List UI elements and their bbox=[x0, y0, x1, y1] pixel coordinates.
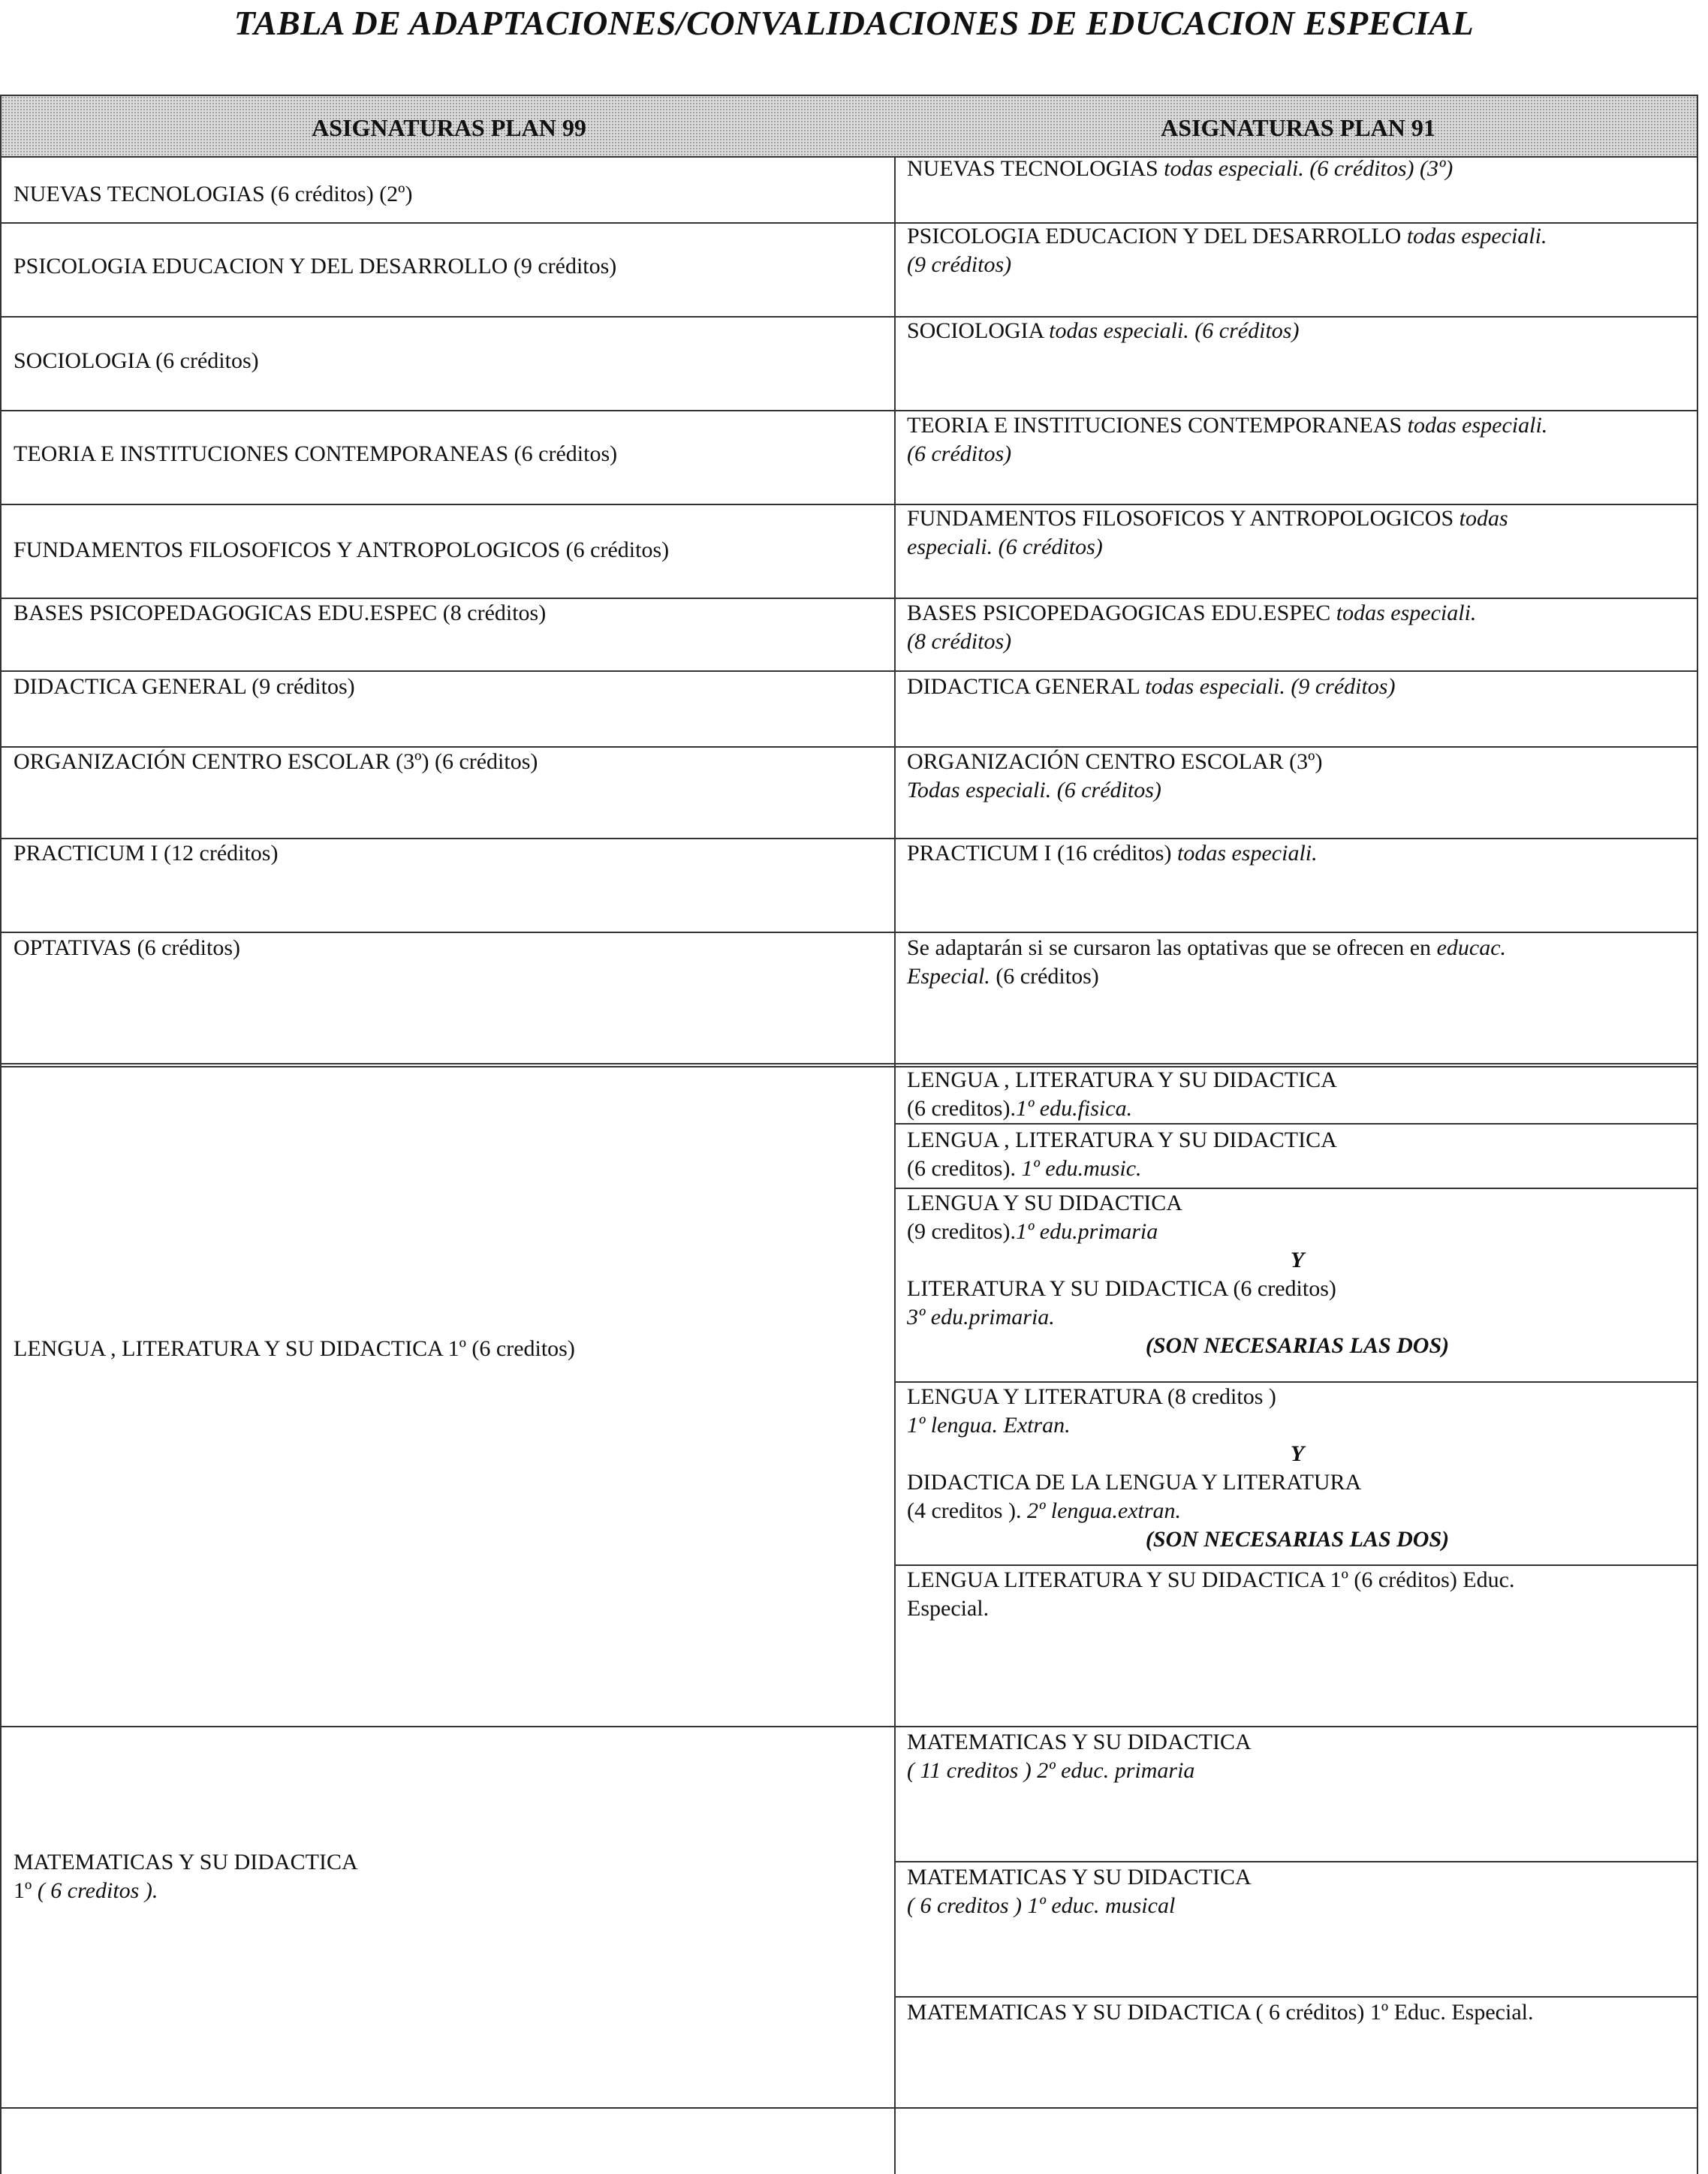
subject-note: 1º edu.fisica. bbox=[1015, 1096, 1133, 1121]
subject-name: LITERATURA Y SU DIDACTICA (6 creditos) bbox=[907, 1276, 1336, 1301]
subject-credits: (9 creditos). bbox=[907, 1219, 1016, 1244]
subject-name: ORGANIZACIÓN CENTRO ESCOLAR (3º) bbox=[907, 749, 1323, 774]
table-cell-plan91 bbox=[907, 599, 1476, 656]
table-cell-plan91 bbox=[907, 504, 1508, 562]
subject-credits: (6 créditos) bbox=[907, 441, 1012, 466]
subject-name: Especial. bbox=[907, 1596, 990, 1621]
page-title: TABLA DE ADAPTACIONES/CONVALIDACIONES DE EDUCACION ESPECIAL bbox=[233, 4, 1475, 42]
subject-name: LENGUA Y SU DIDACTICA bbox=[907, 1191, 1182, 1215]
table-cell-plan91 bbox=[907, 748, 1322, 805]
subject-note: Especial. bbox=[907, 964, 990, 989]
subject-name: Se adaptarán si se cursaron las optativas que se ofrecen en bbox=[907, 935, 1437, 960]
subject-note: todas especiali. bbox=[1336, 601, 1477, 625]
both-required-note: (SON NECESARIAS LAS DOS) bbox=[1145, 1527, 1450, 1552]
table-cell-plan91 bbox=[907, 1863, 1252, 1920]
table-cell-plan99: FUNDAMENTOS FILOSOFICOS Y ANTROPOLOGICOS (6 créditos) bbox=[14, 537, 670, 562]
subject-note: 2º lengua.extran. bbox=[1026, 1498, 1182, 1523]
row-divider bbox=[0, 1063, 1698, 1064]
subject-note: 1º lengua. Extran. bbox=[907, 1413, 1071, 1438]
subject-note: todas bbox=[1459, 506, 1508, 531]
subject-name: FUNDAMENTOS FILOSOFICOS Y ANTROPOLOGICOS bbox=[907, 506, 1459, 531]
subject-credits: Todas especiali. (6 créditos) bbox=[907, 778, 1161, 802]
table-cell-plan99: DIDACTICA GENERAL (9 créditos) bbox=[14, 674, 355, 699]
subject-note: todas especiali. bbox=[1176, 841, 1318, 866]
subject-course: 1º bbox=[14, 1878, 38, 1903]
subject-name: DIDACTICA DE LA LENGUA Y LITERATURA bbox=[907, 1470, 1362, 1495]
table-cell-plan99: PSICOLOGIA EDUCACION Y DEL DESARROLLO (9 créditos) bbox=[14, 254, 617, 279]
table-cell-plan99: TEORIA E INSTITUCIONES CONTEMPORANEAS (6 créditos) bbox=[14, 441, 618, 466]
row-divider bbox=[0, 316, 1698, 318]
row-divider bbox=[0, 1066, 1698, 1067]
subject-note: educac. bbox=[1436, 935, 1507, 960]
subject-name: PRACTICUM I (16 créditos) bbox=[907, 841, 1177, 866]
subject-name: LENGUA LITERATURA Y SU DIDACTICA 1º (6 créditos) Educ. bbox=[907, 1567, 1515, 1592]
subrow-divider bbox=[894, 1123, 1698, 1125]
subject-credits: ( 6 creditos ). bbox=[37, 1878, 158, 1903]
subject-name: BASES PSICOPEDAGOGICAS EDU.ESPEC bbox=[907, 601, 1336, 625]
table-cell-plan99: LENGUA , LITERATURA Y SU DIDACTICA 1º (6 creditos) bbox=[14, 1336, 575, 1361]
table-cell-plan91 bbox=[907, 317, 1299, 345]
table-cell-plan91 bbox=[907, 155, 1453, 183]
subject-note: 1º edu.primaria bbox=[1015, 1219, 1158, 1244]
table-cell-plan99: BASES PSICOPEDAGOGICAS EDU.ESPEC (8 créditos) bbox=[14, 601, 547, 625]
table-cell-plan91 bbox=[907, 1728, 1252, 1785]
table-cell-plan99: SOCIOLOGIA (6 créditos) bbox=[14, 348, 259, 373]
subject-note: ( 6 creditos ) 1º educ. musical bbox=[907, 1893, 1176, 1918]
row-divider bbox=[0, 1726, 1698, 1727]
subject-name: PSICOLOGIA EDUCACION Y DEL DESARROLLO bbox=[907, 224, 1407, 248]
outer-left-border bbox=[0, 156, 2, 2174]
subject-note: 1º edu.music. bbox=[1021, 1156, 1142, 1181]
subject-note: todas especiali. bbox=[1406, 224, 1547, 248]
table-cell-plan91 bbox=[907, 411, 1547, 468]
subrow-divider bbox=[894, 1861, 1698, 1862]
subject-credits: (6 creditos). bbox=[907, 1096, 1016, 1121]
subject-name: MATEMATICAS Y SU DIDACTICA bbox=[907, 1730, 1252, 1754]
table-cell-plan99: ORGANIZACIÓN CENTRO ESCOLAR (3º) (6 créditos) bbox=[14, 749, 538, 774]
table-cell-plan91 bbox=[907, 1066, 1337, 1123]
table-cell-plan91 bbox=[907, 1383, 1688, 1554]
subject-note: 3º edu.primaria. bbox=[907, 1305, 1055, 1329]
subject-name: NUEVAS TECNOLOGIAS bbox=[907, 156, 1164, 181]
subject-note: todas especiali. bbox=[1407, 413, 1548, 438]
subject-name: LENGUA , LITERATURA Y SU DIDACTICA bbox=[907, 1067, 1337, 1092]
subject-name: MATEMATICAS Y SU DIDACTICA ( 6 créditos) 1º Educ. Especial. bbox=[907, 2000, 1534, 2025]
subject-note: ( 11 creditos ) 2º educ. primaria bbox=[907, 1758, 1195, 1783]
table-cell-plan91 bbox=[907, 839, 1318, 868]
table-cell-plan99: PRACTICUM I (12 créditos) bbox=[14, 841, 279, 866]
column-divider bbox=[894, 156, 896, 2174]
subject-name: LENGUA Y LITERATURA (8 creditos ) bbox=[907, 1384, 1276, 1409]
row-divider bbox=[0, 670, 1698, 672]
header-plan99: ASIGNATURAS PLAN 99 bbox=[312, 114, 586, 141]
subject-name: LENGUA , LITERATURA Y SU DIDACTICA bbox=[907, 1128, 1337, 1152]
subject-credits: (8 créditos) bbox=[907, 629, 1012, 654]
subject-note: todas especiali. (6 créditos) (3º) bbox=[1164, 156, 1453, 181]
subject-credits: (4 creditos ). bbox=[907, 1498, 1027, 1523]
subject-name: MATEMATICAS Y SU DIDACTICA bbox=[14, 1850, 358, 1874]
table-cell-plan91 bbox=[907, 1189, 1688, 1360]
table-header bbox=[0, 95, 1698, 158]
table-cell-plan91 bbox=[907, 1566, 1515, 1623]
table-cell-plan99 bbox=[14, 1848, 358, 1905]
table-cell-plan99: OPTATIVAS (6 créditos) bbox=[14, 935, 241, 960]
both-required-note: (SON NECESARIAS LAS DOS) bbox=[1145, 1333, 1450, 1358]
outer-right-border bbox=[1697, 156, 1698, 2174]
and-connector: Y bbox=[1290, 1248, 1305, 1272]
subject-credits: (6 creditos). bbox=[907, 1156, 1022, 1181]
and-connector: Y bbox=[1290, 1441, 1305, 1466]
row-divider bbox=[0, 2107, 1698, 2109]
table-cell-plan99: NUEVAS TECNOLOGIAS (6 créditos) (2º) bbox=[14, 182, 413, 206]
subject-name: MATEMATICAS Y SU DIDACTICA bbox=[907, 1865, 1252, 1889]
subject-name: DIDACTICA GENERAL bbox=[907, 674, 1146, 699]
subject-credits: (6 créditos) bbox=[990, 964, 1099, 989]
table-cell-plan91 bbox=[907, 934, 1506, 991]
subrow-divider bbox=[894, 1996, 1698, 1998]
subject-note: todas especiali. (6 créditos) bbox=[1049, 318, 1300, 343]
subject-note: todas especiali. (9 créditos) bbox=[1145, 674, 1396, 699]
subject-credits: especiali. (6 créditos) bbox=[907, 534, 1103, 559]
subject-name: SOCIOLOGIA bbox=[907, 318, 1050, 343]
subject-credits: (9 créditos) bbox=[907, 252, 1012, 277]
table-cell-plan91 bbox=[907, 1126, 1337, 1183]
table-cell-plan91 bbox=[907, 222, 1547, 279]
subject-name: TEORIA E INSTITUCIONES CONTEMPORANEAS bbox=[907, 413, 1408, 438]
header-plan91: ASIGNATURAS PLAN 91 bbox=[1161, 114, 1435, 141]
table-cell-plan91 bbox=[907, 673, 1395, 701]
table-cell-plan91 bbox=[907, 1998, 1533, 2027]
row-divider bbox=[0, 932, 1698, 933]
